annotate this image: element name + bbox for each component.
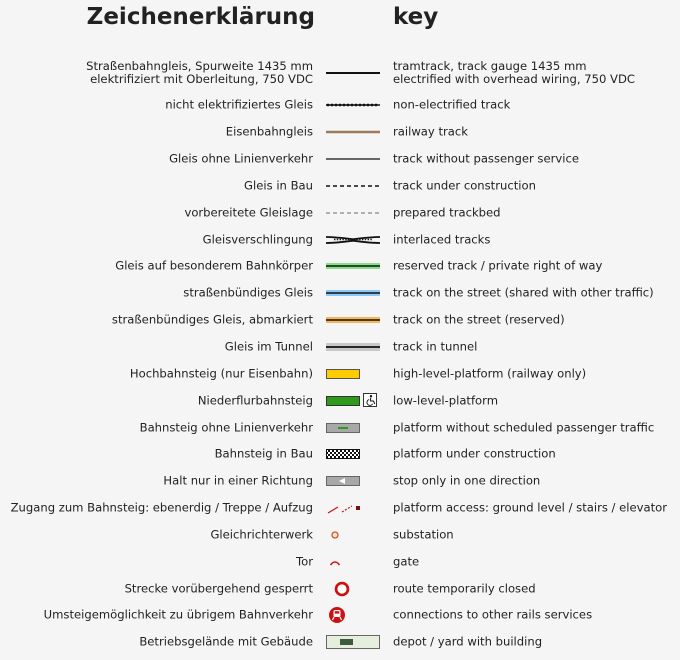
- legend-row: [0, 468, 680, 495]
- legend-label-en: depot / yard with building: [393, 634, 543, 649]
- legend-label-de: Gleichrichterwerk: [210, 527, 313, 542]
- legend-row: [0, 548, 680, 575]
- legend-label-de: Gleisverschlingung: [202, 232, 313, 247]
- platform-access-icon: [322, 498, 384, 518]
- non-electrified-track-icon: [322, 95, 384, 115]
- legend-label-de: Straßenbahngleis, Spurweite 1435 mm elektrifiziert mit Oberleitung, 750 VDC: [86, 58, 313, 86]
- legend-row: [0, 53, 680, 92]
- tunnel-track-icon: [322, 337, 384, 357]
- street-track-reserved-icon: [322, 310, 384, 330]
- legend-label-en: stop only in one direction: [393, 473, 541, 488]
- legend-row: [0, 92, 680, 119]
- legend-label-de: Gleis auf besonderem Bahnkörper: [115, 258, 313, 273]
- legend-row: [0, 199, 680, 226]
- legend-label-en: interlaced tracks: [393, 232, 491, 247]
- legend-label-de: straßenbündiges Gleis, abmarkiert: [111, 312, 313, 327]
- legend-row: [0, 146, 680, 173]
- legend-heading-de: Zeichenerklärung: [86, 4, 315, 30]
- one-direction-stop-icon: [322, 471, 384, 491]
- legend-label-de: Niederflurbahnsteig: [197, 393, 313, 408]
- high-platform-icon: [322, 364, 384, 384]
- legend-row: [0, 307, 680, 334]
- interlaced-tracks-icon: [322, 230, 384, 250]
- legend-label-en: track without passenger service: [393, 151, 579, 166]
- legend-label-de: Bahnsteig in Bau: [214, 446, 313, 461]
- legend-row: [0, 360, 680, 387]
- substation-icon: [322, 525, 384, 545]
- legend-label-de: Umsteigemöglichkeit zu übrigem Bahnverkehr: [43, 607, 313, 622]
- legend-label-en: substation: [393, 527, 454, 542]
- tram-track-line-icon: [322, 63, 384, 83]
- legend-row: [0, 495, 680, 522]
- legend-label-de: Halt nur in einer Richtung: [163, 473, 313, 488]
- legend-label-en: connections to other rails services: [393, 607, 593, 622]
- railway-track-icon: [322, 122, 384, 142]
- legend-heading-en: key: [393, 4, 439, 30]
- legend-row: [0, 387, 680, 414]
- legend-label-de: straßenbündiges Gleis: [183, 285, 313, 300]
- prepared-trackbed-icon: [322, 203, 384, 223]
- legend-label-de: Gleis in Bau: [244, 178, 313, 193]
- legend-label-en: route temporarily closed: [393, 581, 536, 596]
- legend-label-de: Tor: [296, 554, 313, 569]
- legend-label-de: Strecke vorübergehend gesperrt: [124, 581, 313, 596]
- legend-rows: [0, 53, 680, 656]
- legend-label-de: Betriebsgelände mit Gebäude: [139, 634, 313, 649]
- low-platform-wheelchair-icon: [322, 391, 384, 411]
- legend-row: [0, 602, 680, 629]
- legend-label-de: Gleis ohne Linienverkehr: [169, 151, 313, 166]
- legend-row: [0, 280, 680, 307]
- legend-row: [0, 173, 680, 200]
- legend-label-en: track on the street (shared with other traffic): [393, 285, 654, 300]
- platform-no-service-icon: [322, 418, 384, 438]
- legend-label-de: Gleis im Tunnel: [224, 339, 313, 354]
- legend-label-en: reserved track / private right of way: [393, 258, 603, 273]
- legend-label-de: Hochbahnsteig (nur Eisenbahn): [129, 366, 313, 381]
- legend-label-en: non-electrified track: [393, 97, 511, 112]
- legend-row: [0, 414, 680, 441]
- gate-icon: [322, 552, 384, 572]
- legend-label-de: Zugang zum Bahnsteig: ebenerdig / Treppe / Aufzug: [10, 500, 313, 515]
- legend-label-en: tramtrack, track gauge 1435 mm electrified with overhead wiring, 750 VDC: [393, 58, 635, 86]
- legend-row: [0, 441, 680, 468]
- legend-label-en: platform access: ground level / stairs / elevator: [393, 500, 668, 515]
- legend-label-en: platform under construction: [393, 446, 556, 461]
- legend-label-en: platform without scheduled passenger traffic: [393, 420, 655, 435]
- legend-row: [0, 226, 680, 253]
- reserved-track-icon: [322, 256, 384, 276]
- rail-connection-icon: [322, 605, 384, 625]
- legend-label-de: nicht elektrifiziertes Gleis: [165, 97, 313, 112]
- legend-label-de: vorbereitete Gleislage: [184, 205, 313, 220]
- legend-label-en: track on the street (reserved): [393, 312, 565, 327]
- legend-label-en: prepared trackbed: [393, 205, 501, 220]
- no-service-track-icon: [322, 149, 384, 169]
- route-closed-icon: [322, 579, 384, 599]
- legend-row: [0, 119, 680, 146]
- legend-row: [0, 334, 680, 361]
- legend-row: [0, 253, 680, 280]
- legend-label-en: railway track: [393, 124, 468, 139]
- legend-label-de: Eisenbahngleis: [225, 124, 313, 139]
- street-track-icon: [322, 283, 384, 303]
- legend-label-en: track in tunnel: [393, 339, 478, 354]
- legend-label-de: Bahnsteig ohne Linienverkehr: [139, 420, 313, 435]
- depot-building-icon: [322, 632, 384, 652]
- legend-row: [0, 629, 680, 656]
- legend-row: [0, 522, 680, 549]
- construction-track-icon: [322, 176, 384, 196]
- legend-row: [0, 575, 680, 602]
- legend-label-en: low-level-platform: [393, 393, 498, 408]
- legend-label-en: high-level-platform (railway only): [393, 366, 587, 381]
- platform-construction-icon: [322, 444, 384, 464]
- legend-label-en: track under construction: [393, 178, 536, 193]
- legend-label-en: gate: [393, 554, 420, 569]
